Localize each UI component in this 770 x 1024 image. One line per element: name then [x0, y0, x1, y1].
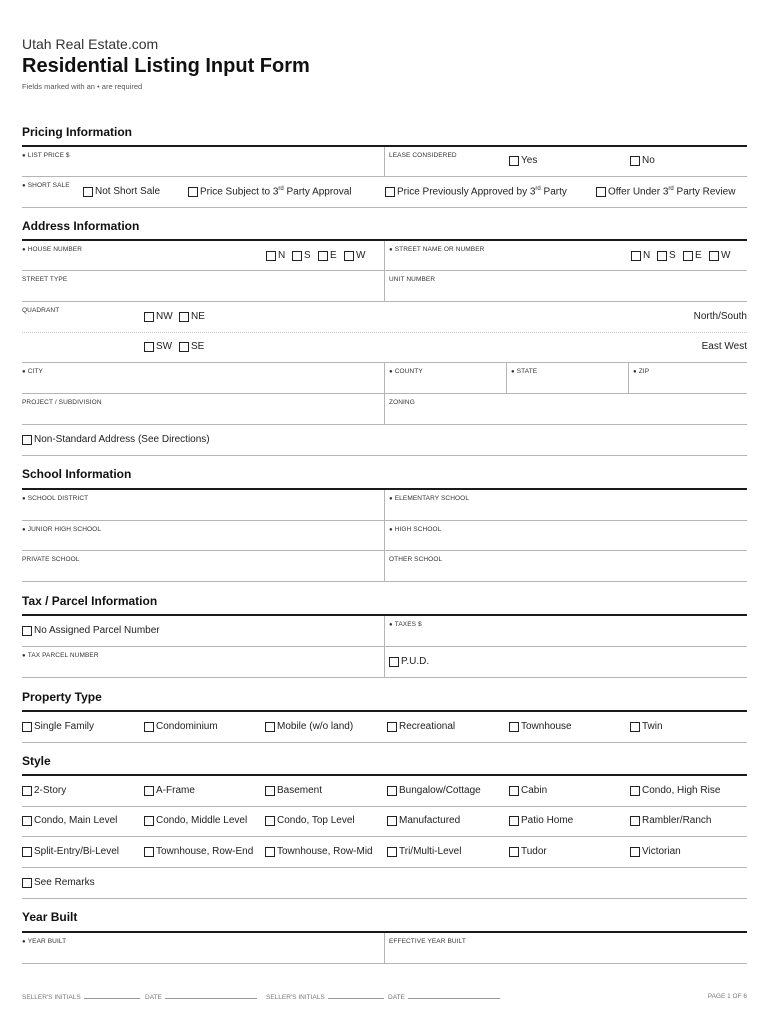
- checkbox-icon: [509, 722, 519, 732]
- checkbox-icon: [683, 251, 693, 261]
- checkbox-icon: [387, 847, 397, 857]
- section-title-style: Style: [22, 754, 51, 768]
- required-bullet-icon: ●: [22, 153, 26, 159]
- property-type-townhouse-checkbox[interactable]: Townhouse: [509, 721, 572, 732]
- street-name-field[interactable]: ● STREET NAME OR NUMBER N S E W: [384, 241, 747, 270]
- required-bullet-icon: ●: [389, 369, 393, 375]
- checkbox-icon: [22, 786, 32, 796]
- street-dir-e-checkbox[interactable]: E: [683, 250, 702, 261]
- tax-parcel-number-field[interactable]: ● TAX PARCEL NUMBER: [22, 652, 99, 659]
- checkbox-icon: [389, 657, 399, 667]
- form-title: Residential Listing Input Form: [22, 55, 310, 77]
- style-condo-main-checkbox[interactable]: Condo, Main Level: [22, 815, 117, 826]
- school-row-3: [22, 551, 747, 582]
- style-tri-multi-level-checkbox[interactable]: Tri/Multi-Level: [387, 846, 461, 857]
- no-assigned-parcel-checkbox[interactable]: No Assigned Parcel Number: [22, 625, 160, 636]
- zip-field[interactable]: ● ZIP: [628, 363, 747, 393]
- sellers-initials-1[interactable]: SELLER'S INITIALS: [22, 993, 140, 1001]
- offer-under-review-checkbox[interactable]: Offer Under 3rd Party Review: [596, 186, 735, 197]
- checkbox-icon: [630, 722, 640, 732]
- required-bullet-icon: ●: [389, 622, 393, 628]
- checkbox-icon: [387, 722, 397, 732]
- checkbox-icon: [509, 786, 519, 796]
- style-row-3: [22, 837, 747, 868]
- property-type-condominium-checkbox[interactable]: Condominium: [144, 721, 218, 732]
- style-victorian-checkbox[interactable]: Victorian: [630, 846, 681, 857]
- school-district-field[interactable]: ● SCHOOL DISTRICT: [22, 495, 89, 502]
- high-school-field[interactable]: ● HIGH SCHOOL: [384, 521, 747, 550]
- elementary-school-field[interactable]: ● ELEMENTARY SCHOOL: [384, 490, 747, 520]
- tax-row-2: [22, 647, 747, 678]
- style-row-2: [22, 807, 747, 837]
- required-bullet-icon: ●: [22, 527, 26, 533]
- checkbox-icon: [265, 722, 275, 732]
- style-manufactured-checkbox[interactable]: Manufactured: [387, 815, 460, 826]
- lease-considered-field: [384, 147, 747, 176]
- previously-approved-checkbox[interactable]: Price Previously Approved by 3rd Party: [385, 186, 567, 197]
- address-row-1: [22, 241, 747, 271]
- lease-considered-label: LEASE CONSIDERED: [389, 152, 457, 159]
- form-page: [22, 0, 747, 1024]
- date-2[interactable]: DATE: [388, 993, 500, 1001]
- style-basement-checkbox[interactable]: Basement: [265, 785, 322, 796]
- school-row-1: [22, 490, 747, 521]
- checkbox-icon: [179, 342, 189, 352]
- checkbox-icon: [144, 847, 154, 857]
- required-bullet-icon: ●: [389, 247, 393, 253]
- address-row-nonstandard: [22, 425, 747, 456]
- section-title-pricing: Pricing Information: [22, 125, 133, 139]
- checkbox-icon: [509, 847, 519, 857]
- county-field[interactable]: ● COUNTY: [384, 363, 506, 393]
- street-dir-n-checkbox[interactable]: N: [631, 250, 650, 261]
- style-a-frame-checkbox[interactable]: A-Frame: [144, 785, 195, 796]
- price-subject-checkbox[interactable]: Price Subject to 3rd Party Approval: [188, 186, 352, 197]
- checkbox-icon: [266, 251, 276, 261]
- required-note-prefix: Fields marked with an: [22, 82, 95, 91]
- house-number-field[interactable]: ● HOUSE NUMBER N S E W: [22, 246, 366, 261]
- checkbox-icon: [387, 816, 397, 826]
- address-row-2: [22, 271, 747, 302]
- style-condo-middle-checkbox[interactable]: Condo, Middle Level: [144, 815, 247, 826]
- quadrant-ne-checkbox[interactable]: NE: [179, 311, 205, 322]
- required-bullet-icon: ●: [633, 369, 637, 375]
- checkbox-icon: [22, 435, 32, 445]
- style-row-4: [22, 868, 747, 899]
- pud-cell: [384, 647, 747, 677]
- address-row-city: [22, 363, 747, 394]
- checkbox-icon: [631, 251, 641, 261]
- checkbox-icon: [144, 312, 154, 322]
- effective-year-built-field[interactable]: EFFECTIVE YEAR BUILT: [384, 933, 747, 963]
- section-title-school: School Information: [22, 467, 132, 481]
- checkbox-icon: [22, 626, 32, 636]
- required-bullet-icon: ●: [22, 183, 26, 189]
- style-condo-high-rise-checkbox[interactable]: Condo, High Rise: [630, 785, 720, 796]
- section-title-property-type: Property Type: [22, 690, 102, 704]
- house-dir-w-checkbox[interactable]: W: [344, 250, 365, 261]
- required-bullet-icon: ●: [22, 369, 26, 375]
- unit-number-field[interactable]: UNIT NUMBER: [384, 271, 747, 301]
- property-type-twin-checkbox[interactable]: Twin: [630, 721, 663, 732]
- checkbox-icon: [144, 816, 154, 826]
- list-price-label: LIST PRICE $: [27, 152, 70, 159]
- short-sale-label: SHORT SALE: [27, 182, 70, 189]
- checkbox-icon: [22, 722, 32, 732]
- year-built-field[interactable]: ● YEAR BUILT: [22, 938, 67, 945]
- style-townhouse-row-end-checkbox[interactable]: Townhouse, Row-End: [144, 846, 253, 857]
- style-2-story-checkbox[interactable]: 2-Story: [22, 785, 66, 796]
- street-type-field[interactable]: STREET TYPE: [22, 276, 68, 283]
- checkbox-icon: [709, 251, 719, 261]
- checkbox-icon: [318, 251, 328, 261]
- page-number: PAGE 1 OF 6: [707, 993, 747, 1000]
- quadrant-row-1: [22, 302, 747, 333]
- checkbox-icon: [83, 187, 93, 197]
- no-parcel-cell: [22, 616, 384, 646]
- required-bullet-icon: ●: [22, 939, 26, 945]
- style-see-remarks-checkbox[interactable]: See Remarks: [22, 877, 95, 888]
- quadrant-row-2: [22, 333, 747, 363]
- checkbox-icon: [630, 847, 640, 857]
- bullet-icon: •: [97, 82, 100, 91]
- checkbox-icon: [265, 786, 275, 796]
- property-type-single-family-checkbox[interactable]: Single Family: [22, 721, 94, 732]
- pricing-row-1: [22, 147, 747, 177]
- property-type-recreational-checkbox[interactable]: Recreational: [387, 721, 455, 732]
- tax-row-1: [22, 616, 747, 647]
- project-subdivision-field[interactable]: PROJECT / SUBDIVISION: [22, 399, 102, 406]
- section-title-tax: Tax / Parcel Information: [22, 594, 158, 608]
- required-bullet-icon: ●: [511, 369, 515, 375]
- checkbox-icon: [630, 156, 640, 166]
- checkbox-icon: [265, 816, 275, 826]
- lease-yes-checkbox[interactable]: Yes: [509, 155, 537, 166]
- style-rambler-checkbox[interactable]: Rambler/Ranch: [630, 815, 711, 826]
- checkbox-icon: [144, 786, 154, 796]
- checkbox-icon: [509, 156, 519, 166]
- brand-name: Utah Real Estate.com: [22, 36, 159, 52]
- street-dir-s-checkbox[interactable]: S: [657, 250, 676, 261]
- checkbox-icon: [630, 816, 640, 826]
- checkbox-icon: [22, 847, 32, 857]
- style-cabin-checkbox[interactable]: Cabin: [509, 785, 547, 796]
- east-west-label: East West: [701, 341, 747, 352]
- style-split-entry-checkbox[interactable]: Split-Entry/Bi-Level: [22, 846, 119, 857]
- style-townhouse-row-mid-checkbox[interactable]: Townhouse, Row-Mid: [265, 846, 373, 857]
- required-note: [22, 82, 142, 91]
- north-south-label: North/South: [693, 311, 747, 322]
- checkbox-icon: [188, 187, 198, 197]
- quadrant-sw-checkbox[interactable]: SW: [144, 341, 172, 352]
- not-short-sale-checkbox[interactable]: Not Short Sale: [83, 186, 160, 197]
- private-school-field[interactable]: PRIVATE SCHOOL: [22, 556, 80, 563]
- quadrant-label: QUADRANT: [22, 307, 60, 314]
- taxes-field[interactable]: ● TAXES $: [384, 616, 747, 646]
- checkbox-icon: [265, 847, 275, 857]
- state-field[interactable]: ● STATE: [506, 363, 628, 393]
- quadrant-nw-checkbox[interactable]: NW: [144, 311, 173, 322]
- section-title-address: Address Information: [22, 219, 140, 233]
- date-1[interactable]: DATE: [145, 993, 257, 1001]
- lease-no-checkbox[interactable]: No: [630, 155, 655, 166]
- section-title-year-built: Year Built: [22, 910, 78, 924]
- city-field[interactable]: ● CITY: [22, 368, 43, 375]
- style-bungalow-checkbox[interactable]: Bungalow/Cottage: [387, 785, 481, 796]
- required-note-suffix: are required: [101, 82, 143, 91]
- property-type-mobile-checkbox[interactable]: Mobile (w/o land): [265, 721, 353, 732]
- style-tudor-checkbox[interactable]: Tudor: [509, 846, 547, 857]
- house-dir-n-checkbox[interactable]: N: [266, 250, 285, 261]
- other-school-field[interactable]: OTHER SCHOOL: [384, 551, 747, 581]
- property-type-row: [22, 712, 747, 743]
- zoning-field[interactable]: ZONING: [384, 394, 747, 424]
- school-row-2: [22, 521, 747, 551]
- style-patio-home-checkbox[interactable]: Patio Home: [509, 815, 573, 826]
- checkbox-icon: [385, 187, 395, 197]
- junior-high-field[interactable]: ● JUNIOR HIGH SCHOOL: [22, 526, 102, 533]
- checkbox-icon: [630, 786, 640, 796]
- house-dir-e-checkbox[interactable]: E: [318, 250, 337, 261]
- required-bullet-icon: ●: [22, 653, 26, 659]
- checkbox-icon: [144, 722, 154, 732]
- checkbox-icon: [292, 251, 302, 261]
- list-price-field[interactable]: [22, 147, 384, 176]
- style-row-1: [22, 776, 747, 807]
- checkbox-icon: [144, 342, 154, 352]
- checkbox-icon: [509, 816, 519, 826]
- checkbox-icon: [22, 816, 32, 826]
- checkbox-icon: [596, 187, 606, 197]
- sellers-initials-2[interactable]: SELLER'S INITIALS: [266, 993, 384, 1001]
- required-bullet-icon: ●: [22, 247, 26, 253]
- address-row-project: [22, 394, 747, 425]
- quadrant-se-checkbox[interactable]: SE: [179, 341, 204, 352]
- checkbox-icon: [179, 312, 189, 322]
- street-dir-w-checkbox[interactable]: W: [709, 250, 730, 261]
- checkbox-icon: [344, 251, 354, 261]
- house-dir-s-checkbox[interactable]: S: [292, 250, 311, 261]
- required-bullet-icon: ●: [389, 496, 393, 502]
- required-bullet-icon: ●: [22, 496, 26, 502]
- checkbox-icon: [387, 786, 397, 796]
- year-built-row: [22, 933, 747, 964]
- required-bullet-icon: ●: [389, 527, 393, 533]
- checkbox-icon: [22, 878, 32, 888]
- non-standard-address-checkbox[interactable]: Non-Standard Address (See Directions): [22, 434, 210, 445]
- pud-checkbox[interactable]: P.U.D.: [389, 656, 429, 667]
- pricing-row-2: [22, 177, 747, 208]
- style-condo-top-checkbox[interactable]: Condo, Top Level: [265, 815, 355, 826]
- checkbox-icon: [657, 251, 667, 261]
